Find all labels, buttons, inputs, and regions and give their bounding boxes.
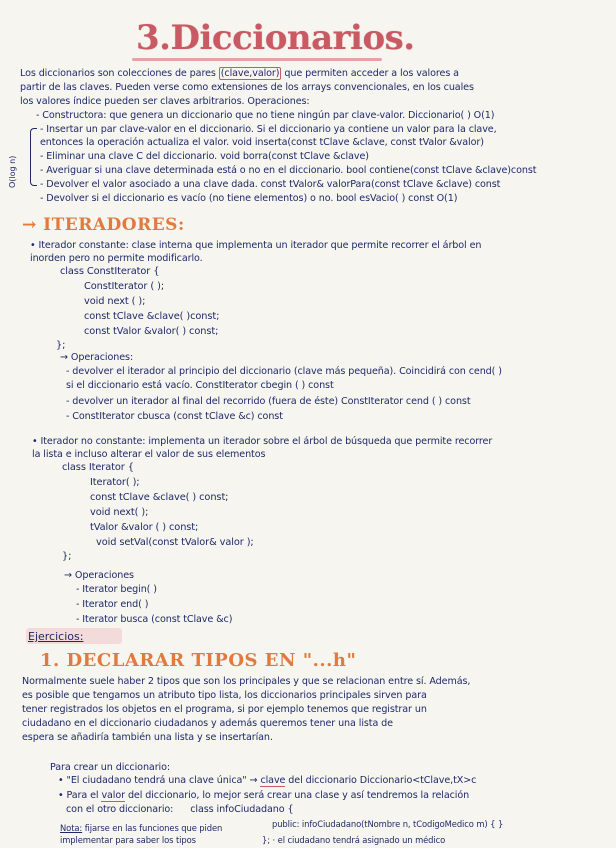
op-line-2: - Insertar un par clave-valor en el diccionario. Si el diccionario ya contiene un valor para la clave, <box>40 124 497 135</box>
nota-label: Nota: <box>60 823 83 833</box>
nc-op-1: - Iterator begin( ) <box>76 584 157 595</box>
op-line-7: - Devolver si el diccionario es vacío (no tiene elementos) o no. bool esVacio( ) const O(1) <box>40 193 458 204</box>
last-line: }; · el ciudadano tendrá asignado un médico <box>262 835 446 845</box>
nc-desc-1: • Iterador no constante: implementa un iterador sobre el árbol de búsqueda que permite recorrer <box>32 436 493 447</box>
nc-op-2: - Iterator end( ) <box>76 599 149 610</box>
bullet-valor-c: del diccionario, lo mejor será crear una clase y así tendremos la relación <box>127 790 470 801</box>
bullet-relacion <box>66 804 294 816</box>
nota-text-2: implementar para saber los tipos <box>60 835 196 845</box>
const-code-6: }; <box>56 340 66 351</box>
intro-text-c: que permiten acceder a los valores a <box>284 68 459 79</box>
title-underline <box>132 58 382 61</box>
nota-text-1: fijarse en las funciones que piden <box>84 823 223 833</box>
op-line-6: - Devolver el valor asociado a una clave dada. const tValor& valorPara(const tClave &clave) const <box>40 179 501 190</box>
nc-code-4: void next( ); <box>90 507 149 518</box>
intro-text-a: Los diccionarios son colecciones de pares <box>20 68 216 79</box>
const-op-2: si el diccionario está vacío. ConstIterator cbegin ( ) const <box>66 380 334 391</box>
const-op-1: - devolver el iterador al principio del diccionario (clave más pequeña). Coincidirá con cend( ) <box>66 366 502 377</box>
const-op-4: - ConstIterator cbusca (const tClave &c) const <box>66 411 283 422</box>
const-op-3: - devolver un iterador al final del recorrido (fuera de éste) ConstIterator cend ( ) const <box>66 396 471 407</box>
para-crear: Para crear un diccionario: <box>50 762 171 773</box>
nc-code-1: class Iterator { <box>62 462 134 473</box>
bullet-valor-a: • Para el <box>58 790 99 801</box>
ejercicios-label: Ejercicios: <box>28 630 84 643</box>
declarar-p-5: espera se añadiría también una lista y se insertarían. <box>22 732 273 743</box>
op-line-4: - Eliminar una clave C del diccionario. void borra(const tClave &clave) <box>40 151 369 162</box>
nc-code-7: }; <box>62 551 72 562</box>
declarar-p-3: tener registrados los objetos en el programa, si por ejemplo tenemos que registrar un <box>22 704 427 715</box>
ops-bracket <box>30 128 37 186</box>
nc-op-3: - Iterator busca (const tClave &c) <box>76 614 233 625</box>
bullet-clave <box>58 775 476 787</box>
nc-code-6: void setVal(const tValor& valor ); <box>96 537 254 548</box>
nc-ops-label: → Operaciones <box>64 570 134 581</box>
declarar-p-1: Normalmente suele haber 2 tipos que son los principales y que se relacionan entre sí. Además, <box>22 676 471 687</box>
const-ops-label: → Operaciones: <box>60 352 134 363</box>
declarar-p-4: ciudadano en el diccionario ciudadanos y además queremos tener una lista de <box>22 718 393 729</box>
bullet-clave-c: del diccionario Diccionario<tClave,tX>c <box>288 775 477 786</box>
const-desc-1: • Iterador constante: clase interna que implementa un iterador que permite recorrer el árbol en <box>30 240 482 251</box>
nota <box>60 822 222 834</box>
nc-code-2: Iterator( ); <box>90 477 140 488</box>
public-ctor: public: infoCiudadano(tNombre n, tCodigoMedico m) { } <box>272 819 504 829</box>
page-title: 3.Diccionarios. <box>136 18 415 58</box>
declarar-heading: 1. DECLARAR TIPOS EN "...h" <box>40 650 357 671</box>
const-code-3: void next ( ); <box>84 296 146 307</box>
nc-code-3: const tClave &clave( ) const; <box>90 492 229 503</box>
const-desc-2: inorden pero no permite modificarlo. <box>30 253 203 264</box>
side-note: O(log n) <box>8 155 17 188</box>
const-code-4: const tClave &clave( )const; <box>84 311 220 322</box>
class-info-decl: class infoCiudadano { <box>190 804 294 815</box>
op-line-5: - Averiguar si una clave determinada está o no en el diccionario. bool contiene(const tClave &clave)const <box>40 165 537 176</box>
bullet-clave-word: clave <box>260 775 286 786</box>
const-code-1: class ConstIterator { <box>60 266 160 277</box>
nc-desc-2: la lista e incluso alterar el valor de sus elementos <box>32 449 266 460</box>
op-line-3: entonces la operación actualiza el valor. void inserta(const tClave &clave, const tValor &valor) <box>40 137 484 148</box>
declarar-p-2: es posible que tengamos un atributo tipo lista, los diccionarios principales sirven para <box>22 690 427 701</box>
op-line-1: - Constructora: que genera un diccionario que no tiene ningún par clave-valor. Diccionario( ) O(1) <box>36 110 495 121</box>
bullet-valor-word: valor <box>101 790 125 801</box>
bullet-relacion-a: con el otro diccionario: <box>66 804 174 815</box>
const-code-5: const tValor &valor( ) const; <box>84 326 219 337</box>
const-code-2: ConstIterator ( ); <box>84 281 165 292</box>
bullet-clave-a: • "El ciudadano tendrá una clave única" → <box>58 775 258 786</box>
nc-code-5: tValor &valor ( ) const; <box>90 522 199 533</box>
intro-line-1 <box>20 68 459 80</box>
intro-highlight: (clave,valor) <box>220 68 280 79</box>
iteradores-heading: → ITERADORES: <box>22 215 185 235</box>
bullet-valor <box>58 790 469 802</box>
intro-line-2: partir de las claves. Pueden verse como extensiones de los arrays convencionales, en los cuales <box>20 82 474 93</box>
intro-line-3: los valores índice pueden ser claves arbitrarios. Operaciones: <box>20 96 310 107</box>
